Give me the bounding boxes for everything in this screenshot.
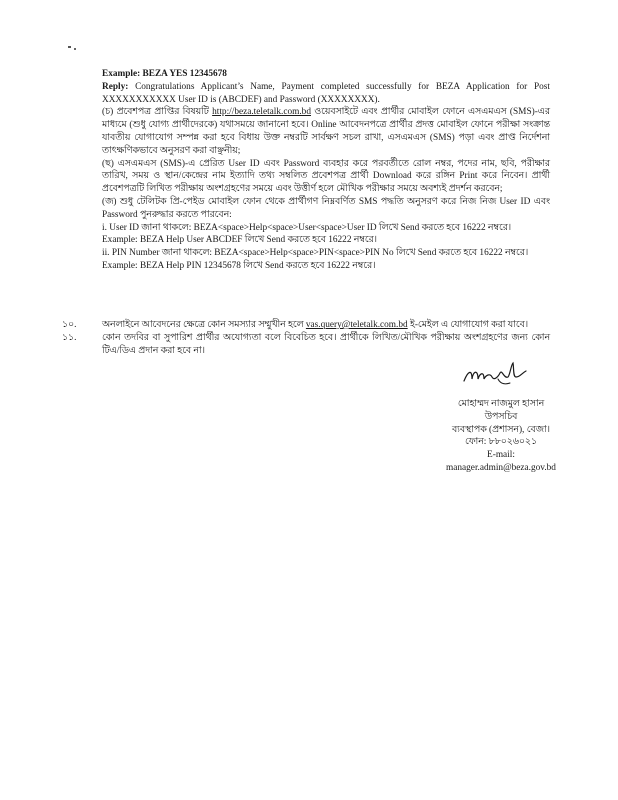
signatory-name: মোহাম্মদ নাজমুল হাসান <box>457 399 545 409</box>
signatory-email-label: E-mail: <box>487 450 515 461</box>
item-10-suffix: ই-মেইল এ যোগাযোগ করা যাবে। <box>407 320 529 330</box>
instructions-body <box>102 68 550 273</box>
support-email-link[interactable]: vas.query@teletalk.com.bd <box>305 320 408 330</box>
recovery-userid-example: Example: BEZA Help User ABCDEF লিখে Send করতে হবে 16222 নম্বরে। <box>102 235 378 246</box>
scan-speck <box>68 46 71 48</box>
signatory-email[interactable]: manager.admin@beza.gov.bd <box>446 462 556 473</box>
example-heading: Example: BEZA YES 12345678 <box>102 69 227 79</box>
scan-speck <box>74 48 76 50</box>
admit-card-text-rest: ওয়েবসাইটে এবং প্রার্থীর মোবাইল ফোনে এসএমএস (SMS)-এর মাধ্যমে (শুধু যোগ্য প্রার্থীদেরকে) যথাসময়ে জানানো হবে। Online আবেদনপত্রে প্রার্থীর প্রদত্ত মোবাইল ফোনে পরীক্ষা সংক্রান্ত যাবতীয় যোগাযোগ সম্পন্ন করা হবে বিধায় উক্ত নম্বরটি সার্বক্ষণ সচল রাখা, এসএমএস (SMS) পড়া এবং প্রাপ্ত নির্দেশনা তাৎক্ষণিকভাবে অনুসরণ করা বাঞ্ছনীয়; <box>102 107 550 156</box>
signatory-block <box>436 398 566 475</box>
item-10-prefix: অনলাইনে আবেদনের ক্ষেত্রে কোন সমস্যার সম্মুখীন হলে <box>102 320 306 330</box>
item-number: ১০. <box>62 320 77 330</box>
reply-paragraph <box>102 81 550 107</box>
signatory-phone: ফোন: ৮৮০২৬০২১ <box>464 437 538 448</box>
recovery-paragraph: (জ) শুধু টেলিটক প্রি-পেইড মোবাইল ফোন থেকে প্রার্থীগণ নিম্নবর্ণিত SMS পদ্ধতি অনুসরণ করে নিজ নিজ User ID এবং Password পুনরুদ্ধার করতে পারবেন: <box>102 196 550 220</box>
item-number: ১১. <box>62 333 77 343</box>
item-text: কোন তদবির বা সুপারিশ প্রার্থীর অযোগ্যতা বলে বিবেচিত হবে। প্রার্থীকে লিখিত/মৌখিক পরীক্ষায় অংশগ্রহণের জন্য কোন টিএ/ডিএ প্রদান করা হবে না। <box>102 333 550 356</box>
signatory-title: উপসচিব <box>484 411 518 422</box>
signature-image <box>458 355 538 393</box>
item-11 <box>62 332 550 358</box>
admit-card-text: (চ) প্রবেশপত্র প্রাপ্তির বিষয়টি <box>102 107 213 118</box>
teletalk-website-link[interactable]: http://beza.teletalk.com.bd <box>212 107 311 118</box>
item-10 <box>62 319 550 332</box>
recovery-userid-line: i. User ID জানা থাকলে: BEZA<space>Help<space>User<space>User ID লিখে Send করতে হবে 16222 নম্বরে। <box>102 222 512 233</box>
recovery-pin-line: ii. PIN Number জানা থাকলে: BEZA<space>Help<space>PIN<space>PIN No লিখে Send করতে হবে 16222 নম্বরে। <box>102 248 529 259</box>
recovery-pin-example: Example: BEZA Help PIN 12345678 লিখে Send করতে হবে 16222 নম্বরে। <box>102 260 376 271</box>
userid-password-paragraph: (ছ) এসএমএস (SMS)-এ প্রেরিত User ID এবং Password ব্যবহার করে পরবর্তীতে রোল নম্বর, পদের নাম, ছবি, পরীক্ষার তারিখ, সময় ও স্থান/কেন্দ্রের নাম ইত্যাদি তথ্য সম্বলিত প্রবেশপত্র প্রার্থী Download করে রঙ্গিন Print করে নিবেন। প্রার্থী প্রবেশপত্রটি লিখিত পরীক্ষায় অংশগ্রহণের সময়ে এবং উত্তীর্ণ হলে মৌখিক পরীক্ষার সময়ে অবশ্যই প্রদর্শন করবেন; <box>102 158 550 195</box>
admit-card-paragraph <box>102 106 550 157</box>
item-text <box>102 319 550 332</box>
signatory-role: ব্যবস্থাপক (প্রশাসন), বেজা। <box>452 424 550 435</box>
reply-text: Congratulations Applicant’s Name, Payment completed successfully for BEZA Application for Post XXXXXXXXXXX User ID is (ABCDEF) and Password (XXXXXXXX). <box>102 81 550 105</box>
reply-label: Reply: <box>102 81 129 92</box>
